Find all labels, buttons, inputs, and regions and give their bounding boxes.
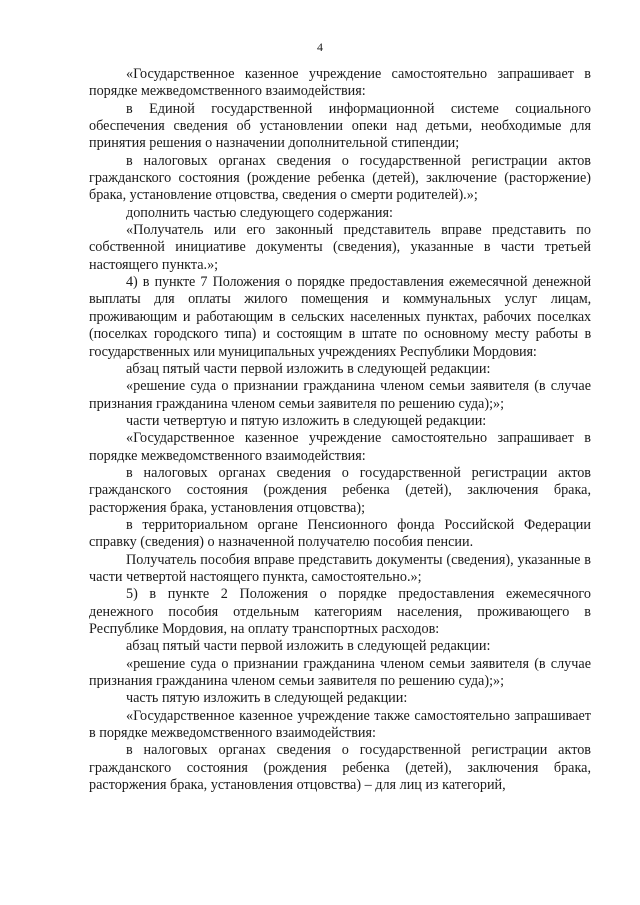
paragraph: абзац пятый части первой изложить в следующей редакции: — [126, 360, 491, 377]
paragraph: в Единой государственной информационной системе социального обеспечения сведения об установлении опеки над детьми, необходимые для принятия решения о назначении дополнительной стипендии; — [89, 100, 591, 152]
paragraph: «Государственное казенное учреждение самостоятельно запрашивает в порядке межведомственного взаимодействия: — [89, 430, 591, 464]
paragraph: 5) в пункте 2 Положения о порядке предоставления ежемесячного денежного пособия отдельным категориям населения, проживающего в Республике Мордовия, на оплату транспортных расходов: — [89, 586, 591, 637]
paragraph: дополнить частью следующего содержания: — [126, 204, 393, 221]
paragraph: в территориальном органе Пенсионного фонда Российской Федерации справку (сведения) о назначенной получателю пособия пенсии. — [89, 516, 591, 551]
paragraph: части четвертую и пятую изложить в следующей редакции: — [126, 412, 487, 429]
paragraph: Получатель пособия вправе представить документы (сведения), указанные в части четвертой настоящего пункта, самостоятельно.»; — [89, 551, 591, 585]
paragraph: «Государственное казенное учреждение самостоятельно запрашивает в порядке межведомственного взаимодействия: — [89, 66, 591, 100]
document-body — [89, 66, 591, 794]
paragraph: «решение суда о признании гражданина членом семьи заявителя (в случае признания гражданина членом семьи заявителя по решению суда);»; — [89, 378, 591, 412]
paragraph: в налоговых органах сведения о государственной регистрации актов гражданского состояния (рождение ребенка (детей), заключение (расторжение) брака, установление отцовства, сведения о смерти родителей).»; — [89, 152, 591, 204]
paragraph: абзац пятый части первой изложить в следующей редакции: — [126, 638, 491, 655]
paragraph: в налоговых органах сведения о государственной регистрации актов гражданского состояния (рождения ребенка (детей), заключения брака, расторжения брака, установления отцовства) – для лиц из категорий, — [89, 742, 591, 794]
paragraph: «решение суда о признании гражданина членом семьи заявителя (в случае признания гражданина членом семьи заявителя по решению суда);»; — [89, 655, 591, 690]
paragraph: в налоговых органах сведения о государственной регистрации актов гражданского состояния (рождения ребенка (детей), заключения брака, расторжения брака, установления отцовства); — [89, 464, 591, 516]
paragraph: «Государственное казенное учреждение также самостоятельно запрашивает в порядке межведомственного взаимодействия: — [89, 707, 591, 742]
paragraph: «Получатель или его законный представитель вправе представить по собственной инициативе документы (сведения), указанные в части третьей настоящего пункта.»; — [89, 222, 591, 273]
page-number: 4 — [317, 40, 323, 54]
paragraph: часть пятую изложить в следующей редакции: — [126, 690, 408, 707]
paragraph: 4) в пункте 7 Положения о порядке предоставления ежемесячной денежной выплаты для оплаты жилого помещения и коммунальных услуг лицам, проживающим и работающим в сельских населенных пунктах, рабочих поселках (поселках городского типа) и состоящим в штате по основному месту работы в государственных или муниципальных учреждениях Республики Мордовия: — [89, 274, 591, 360]
